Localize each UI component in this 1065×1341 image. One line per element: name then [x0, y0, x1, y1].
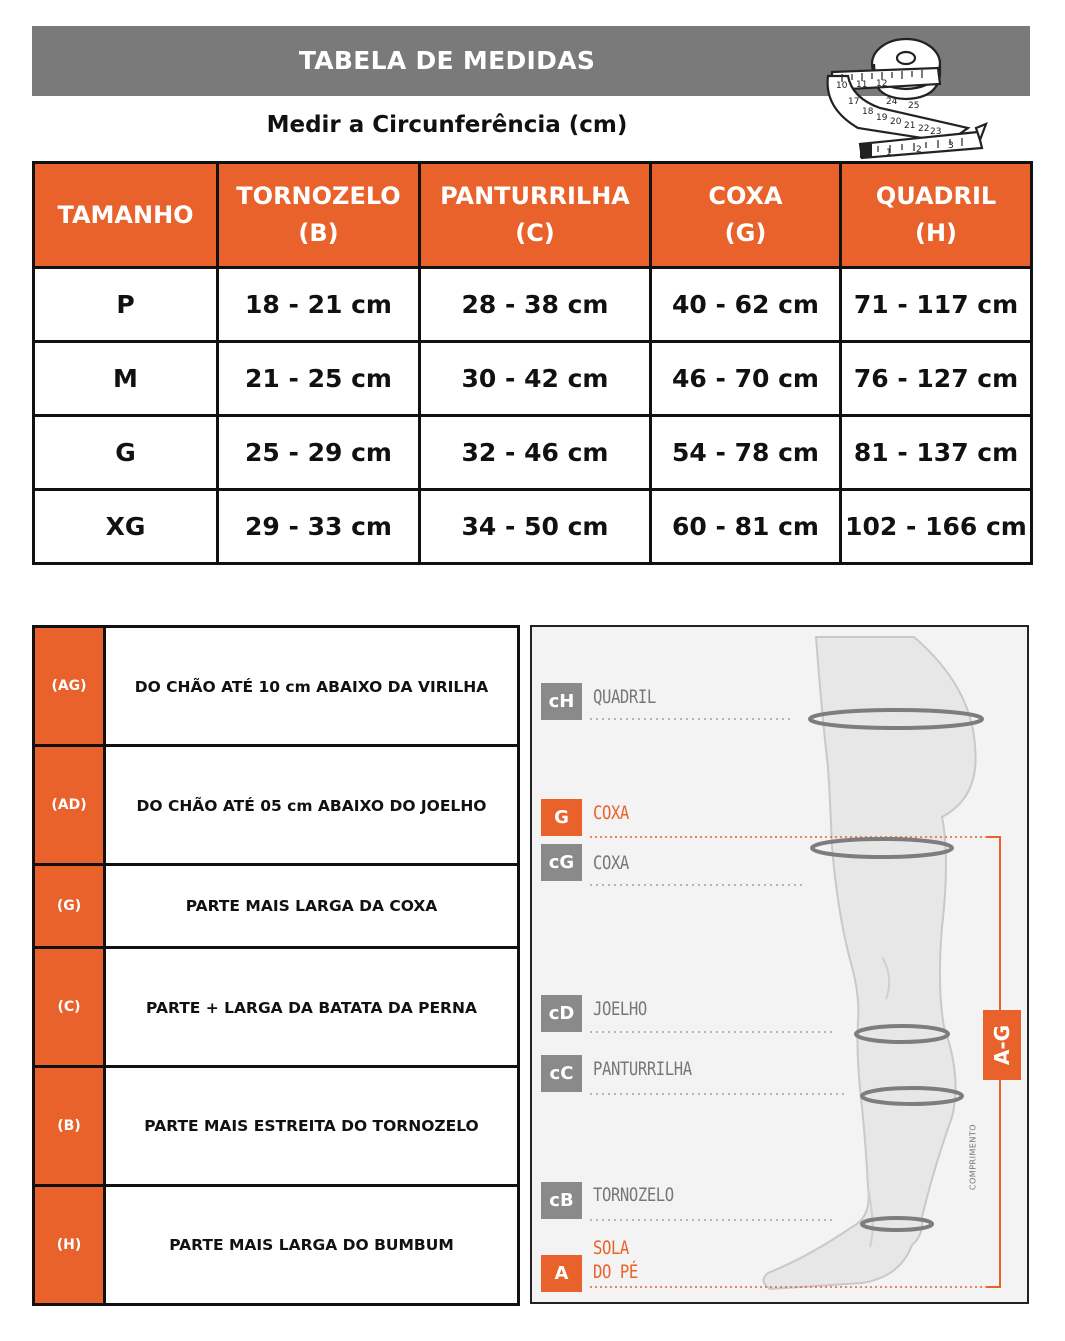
column-header-thigh: COXA (G): [651, 163, 841, 268]
measurement-legend: [32, 625, 520, 1306]
size-cell: M: [34, 342, 218, 416]
table-cell: 40 - 62 cm: [651, 268, 841, 342]
tape-number: 23: [930, 127, 942, 137]
tape-number: 20: [890, 117, 902, 127]
legend-row: [34, 1186, 519, 1305]
length-label: COMPRIMENTO: [968, 1123, 978, 1191]
badge-hip: cH: [541, 683, 582, 720]
legend-description: PARTE + LARGA DA BATATA DA PERNA: [105, 948, 519, 1067]
table-cell: 32 - 46 cm: [420, 416, 651, 490]
tape-number: 10: [836, 81, 848, 91]
legend-code: (AG): [34, 627, 105, 746]
table-cell: 34 - 50 cm: [420, 490, 651, 564]
column-header-size: TAMANHO: [34, 163, 218, 268]
badge-thigh: cG: [541, 844, 582, 881]
legend-code: (C): [34, 948, 105, 1067]
label-sole-line2: DO PÉ: [593, 1261, 638, 1283]
tape-number: 17: [848, 97, 860, 107]
page-title: TABELA DE MEDIDAS: [298, 46, 596, 75]
label-thigh-length: COXA: [593, 802, 629, 824]
column-header-hip: QUADRIL (H): [841, 163, 1032, 268]
table-row: [34, 490, 1032, 564]
legend-description: PARTE MAIS ESTREITA DO TORNOZELO: [105, 1067, 519, 1186]
legend-row: [34, 746, 519, 865]
table-cell: 81 - 137 cm: [841, 416, 1032, 490]
legend-code: (G): [34, 865, 105, 948]
table-cell: 71 - 117 cm: [841, 268, 1032, 342]
label-hip: QUADRIL: [593, 686, 656, 708]
legend-description: PARTE MAIS LARGA DA COXA: [105, 865, 519, 948]
legend-row: [34, 627, 519, 746]
tape-number: 22: [918, 124, 930, 134]
table-row: [34, 342, 1032, 416]
label-thigh: COXA: [593, 852, 629, 874]
legend-row: [34, 948, 519, 1067]
legend-code: (AD): [34, 746, 105, 865]
table-cell: 29 - 33 cm: [218, 490, 420, 564]
label-ankle: TORNOZELO: [593, 1184, 674, 1206]
table-cell: 54 - 78 cm: [651, 416, 841, 490]
legend-description: DO CHÃO ATÉ 10 cm ABAIXO DA VIRILHA: [105, 627, 519, 746]
table-cell: 28 - 38 cm: [420, 268, 651, 342]
size-table-header: [34, 163, 1032, 268]
column-header-calf: PANTURRILHA (C): [420, 163, 651, 268]
size-table: [32, 161, 1033, 565]
legend-code: (B): [34, 1067, 105, 1186]
badge-knee: cD: [541, 995, 582, 1032]
size-cell: XG: [34, 490, 218, 564]
tape-number: 24: [886, 97, 898, 107]
label-knee: JOELHO: [593, 998, 647, 1020]
tape-number: 12: [876, 79, 888, 89]
size-cell: G: [34, 416, 218, 490]
legend-row: [34, 865, 519, 948]
table-cell: 46 - 70 cm: [651, 342, 841, 416]
tape-number: 3: [948, 141, 954, 151]
table-cell: 25 - 29 cm: [218, 416, 420, 490]
legend-description: PARTE MAIS LARGA DO BUMBUM: [105, 1186, 519, 1305]
table-cell: 21 - 25 cm: [218, 342, 420, 416]
tape-number: 11: [856, 80, 868, 90]
measuring-tape-icon: [818, 28, 990, 162]
tape-number: 21: [904, 121, 916, 131]
table-cell: 76 - 127 cm: [841, 342, 1032, 416]
table-cell: 102 - 166 cm: [841, 490, 1032, 564]
tape-number: 1: [886, 148, 892, 158]
table-cell: 18 - 21 cm: [218, 268, 420, 342]
size-cell: P: [34, 268, 218, 342]
badge-ankle: cB: [541, 1182, 582, 1219]
label-sole-line1: SOLA: [593, 1237, 629, 1259]
range-badge-ag: A-G: [983, 1010, 1021, 1080]
legend-code: (H): [34, 1186, 105, 1305]
column-header-ankle: TORNOZELO (B): [218, 163, 420, 268]
table-cell: 30 - 42 cm: [420, 342, 651, 416]
legend-row: [34, 1067, 519, 1186]
tape-number: 18: [862, 107, 874, 117]
tape-number: 19: [876, 113, 888, 123]
page-subtitle: Medir a Circunferência (cm): [266, 112, 628, 138]
tape-number: 2: [916, 145, 922, 155]
leg-diagram: [530, 625, 1029, 1304]
badge-calf: cC: [541, 1055, 582, 1092]
badge-thigh-length: G: [541, 799, 582, 836]
legend-description: DO CHÃO ATÉ 05 cm ABAIXO DO JOELHO: [105, 746, 519, 865]
table-row: [34, 268, 1032, 342]
tape-number: 25: [908, 101, 920, 111]
table-row: [34, 416, 1032, 490]
label-calf: PANTURRILHA: [593, 1058, 692, 1080]
table-cell: 60 - 81 cm: [651, 490, 841, 564]
badge-sole: A: [541, 1255, 582, 1292]
